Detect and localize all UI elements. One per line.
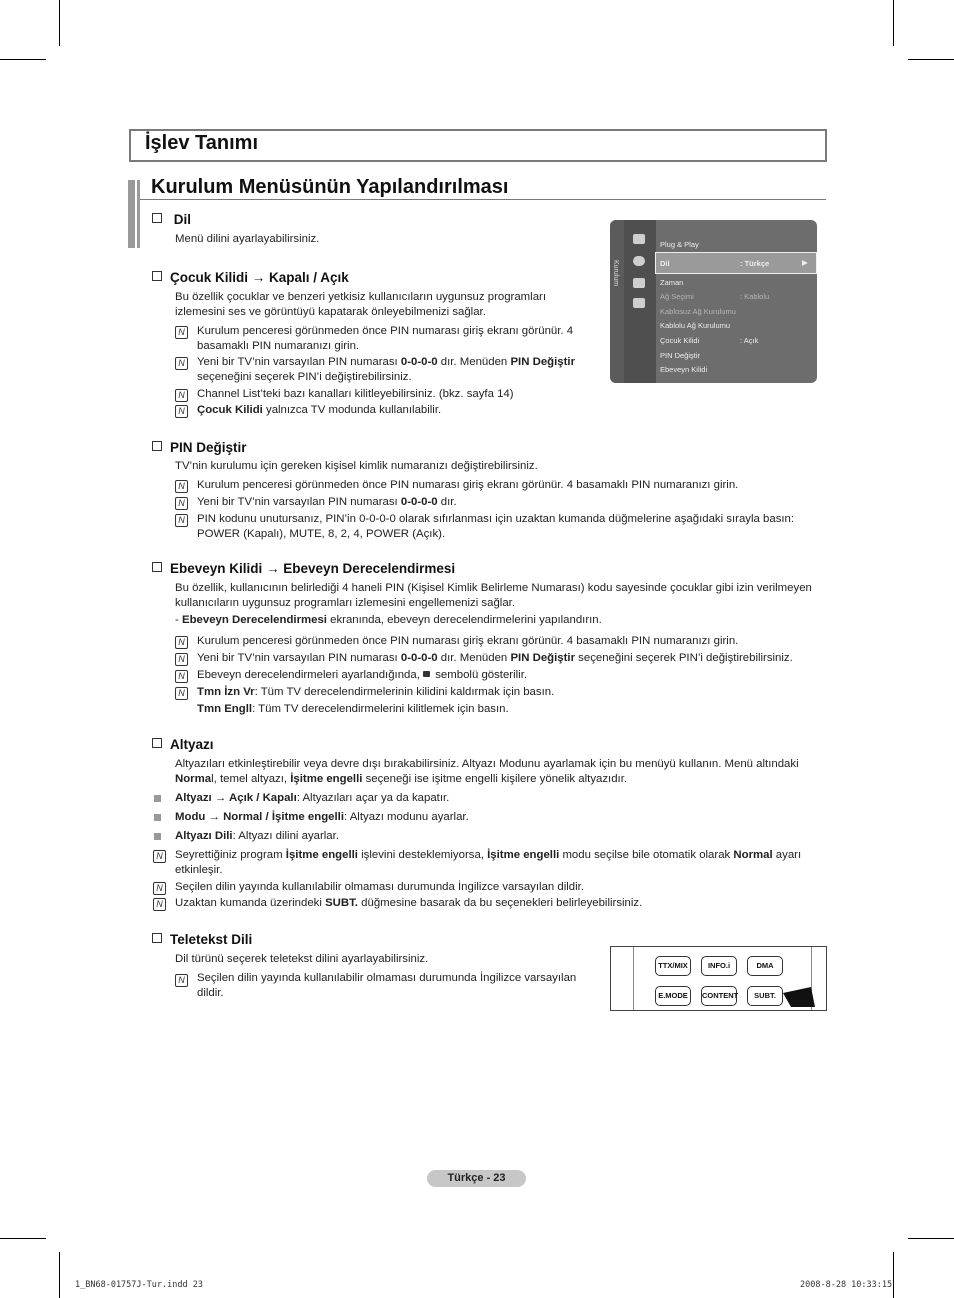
- menu-item-kablolu[interactable]: Kablolu Ağ Kurulumu: [660, 321, 731, 330]
- note-text: POWER (Kapalı), MUTE, 8, 2, 4, POWER (Açık).: [197, 528, 446, 540]
- crop-mark: [0, 59, 46, 60]
- note-text: Yeni bir TV’nin varsayılan PIN numarası 0-0-0-0 dır.: [197, 496, 457, 508]
- ebeveyn-desc: Bu özellik, kullanıcının belirlediği 4 haneli PIN (Kişisel Kimlik Belirleme Numarası) kodu sayesinde çocuklar gibi izin verilmeyen: [175, 582, 812, 594]
- note-text: Yeni bir TV’nin varsayılan PIN numarası 0-0-0-0 dır. Menüden PIN Değiştir seçeneğini seçerek PIN’i değiştirebilirsiniz.: [197, 652, 793, 664]
- note-text: Yeni bir TV’nin varsayılan PIN numarası 0-0-0-0 dır. Menüden PIN Değiştir: [197, 356, 575, 368]
- crop-mark: [908, 1238, 954, 1239]
- tv-setup-menu: [610, 220, 817, 383]
- note-icon: N: [175, 653, 188, 666]
- crop-mark: [893, 0, 894, 46]
- remote-control-illustration: [610, 946, 827, 1011]
- checkbox-bullet-icon: [152, 271, 162, 281]
- note-icon: N: [175, 405, 188, 418]
- note-text: Kurulum penceresi görünmeden önce PIN numarası giriş ekranı görünür. 4: [197, 325, 574, 337]
- note-text: Uzaktan kumanda üzerindeki SUBT. düğmesine basarak da bu seçenekleri belirleyebilirsiniz.: [175, 897, 643, 909]
- setup-gear-icon: [633, 256, 645, 266]
- square-bullet-icon: [154, 833, 161, 840]
- remote-edge: [633, 947, 634, 1010]
- altyazi-bullet: Modu → Normal / İşitme engelli: Altyazı modunu ayarlar.: [175, 811, 469, 823]
- menu-item-ag-secimi[interactable]: Ağ Seçimi: [660, 292, 694, 301]
- square-bullet-icon: [154, 814, 161, 821]
- menu-side-strip: [610, 220, 624, 383]
- note-text: Seçilen dilin yayında kullanılabilir olmaması durumunda İngilizce varsayılan dildir.: [175, 881, 585, 893]
- menu-item-pin-degistir[interactable]: PIN Değiştir: [660, 351, 701, 360]
- info-button[interactable]: INFO.i: [701, 956, 737, 976]
- note-text: etkinleşir.: [175, 864, 223, 876]
- crop-mark: [893, 1252, 894, 1298]
- note-icon: N: [175, 636, 188, 649]
- crop-mark: [59, 0, 60, 46]
- note-text: PIN kodunu unutursanız, PIN’in 0-0-0-0 olarak sıfırlanması için uzaktan kumanda düğmelerine aşağıdaki sırayla basın:: [197, 513, 795, 525]
- menu-value-dil: : Türkçe: [740, 259, 770, 268]
- section-bar: [137, 180, 140, 248]
- menu-item-dil[interactable]: Dil: [660, 259, 670, 268]
- teletekst-desc: Dil türünü seçerek teletekst dilini ayarlayabilirsiniz.: [175, 953, 429, 965]
- checkbox-bullet-icon: [152, 441, 162, 451]
- menu-item-cocuk-kilidi[interactable]: Çocuk Kilidi: [660, 336, 700, 345]
- note-text: Seyrettiğiniz program İşitme engelli işlevini desteklemiyorsa, İşitme engelli modu seçilse bile otomatik olarak Normal ayarı: [175, 849, 802, 861]
- section-divider: [140, 199, 826, 200]
- page-title: İşlev Tanımı: [145, 132, 259, 154]
- note-text: Ebeveyn derecelendirmeleri ayarlandığında, sembolü gösterilir.: [197, 669, 528, 681]
- square-bullet-icon: [154, 795, 161, 802]
- ebeveyn-desc: kullanıcıların uygunsuz programları izlemesini engellemenizi sağlar.: [175, 597, 515, 609]
- note-icon: N: [175, 670, 188, 683]
- arrow-right-icon: ▶: [802, 258, 808, 267]
- pin-heading: PIN Değiştir: [152, 440, 247, 455]
- menu-side-label: Kurulum: [612, 260, 619, 287]
- note-icon: N: [153, 850, 166, 863]
- note-text: Tmn İzn Vr: Tüm TV derecelendirmelerinin kilidini kaldırmak için basın.: [197, 686, 555, 698]
- pointer-hand-icon: [781, 985, 821, 1009]
- section-bar: [128, 180, 135, 248]
- teletekst-heading: Teletekst Dili: [152, 932, 252, 947]
- note-text: Kurulum penceresi görünmeden önce PIN numarası giriş ekranı görünür. 4 basamaklı PIN numaranızı girin.: [197, 479, 739, 491]
- cocuk-heading: Çocuk Kilidi → Kapalı / Açık: [152, 270, 349, 285]
- dil-heading: Dil: [152, 212, 191, 227]
- altyazi-bullet: Altyazı → Açık / Kapalı: Altyazıları açar ya da kapatır.: [175, 792, 450, 804]
- menu-value-cocuk-kilidi: : Açık: [740, 336, 759, 345]
- menu-item-zaman[interactable]: Zaman: [660, 278, 684, 287]
- print-date: 2008-8-28 10:33:15: [800, 1280, 893, 1290]
- note-icon: N: [175, 326, 188, 339]
- menu-icon-column: [624, 220, 656, 383]
- note-icon: N: [153, 898, 166, 911]
- checkbox-bullet-icon: [152, 933, 162, 943]
- checkbox-bullet-icon: [152, 562, 162, 572]
- pin-desc: TV’nin kurulumu için gereken kişisel kimlik numaranızı değiştirebilirsiniz.: [175, 460, 538, 472]
- note-text: Tmn Engll: Tüm TV derecelendirmelerini kilitlemek için basın.: [197, 703, 509, 715]
- ttx-mix-button[interactable]: TTX/MIX: [655, 956, 691, 976]
- note-icon: N: [175, 974, 188, 987]
- cocuk-desc: Bu özellik çocuklar ve benzeri yetkisiz kullanıcıların uygunsuz programları: [175, 291, 546, 303]
- dil-desc: Menü dilini ayarlayabilirsiniz.: [175, 233, 320, 245]
- note-text: Çocuk Kilidi yalnızca TV modunda kullanılabilir.: [197, 404, 442, 416]
- note-icon: N: [175, 514, 188, 527]
- crop-mark: [908, 59, 954, 60]
- application-icon: [633, 298, 645, 308]
- note-text: Seçilen dilin yayında kullanılabilir olmaması durumunda İngilizce varsayılan: [197, 972, 577, 984]
- note-text: Channel List’teki bazı kanalları kilitleyebilirsiniz. (bkz. sayfa 14): [197, 388, 514, 400]
- ebeveyn-desc: - Ebeveyn Derecelendirmesi ekranında, ebeveyn derecelendirmelerini yapılandırın.: [175, 614, 602, 626]
- note-text: basamaklı PIN numaranızı girin.: [197, 340, 360, 352]
- altyazi-desc: Normal, temel altyazı, İşitme engelli seçeneği ise işitme engelli kişilere yönelik altyazıdır.: [175, 773, 628, 785]
- menu-item-ebeveyn-kilidi[interactable]: Ebeveyn Kilidi: [660, 365, 708, 374]
- subt-button[interactable]: SUBT.: [747, 986, 783, 1006]
- menu-item-plug-play[interactable]: Plug & Play: [660, 240, 699, 249]
- altyazi-heading: Altyazı: [152, 737, 214, 752]
- file-name: 1_BN68-01757J-Tur.indd 23: [75, 1280, 203, 1290]
- checkbox-bullet-icon: [152, 738, 162, 748]
- note-icon: N: [175, 480, 188, 493]
- note-icon: N: [153, 882, 166, 895]
- menu-value-ag-secimi: : Kablolu: [740, 292, 770, 301]
- menu-selection-highlight: [655, 252, 817, 274]
- page-number-badge: Türkçe - 23: [427, 1170, 526, 1187]
- note-text: dildir.: [197, 987, 224, 999]
- crop-mark: [59, 1252, 60, 1298]
- note-icon: N: [175, 389, 188, 402]
- note-text: Kurulum penceresi görünmeden önce PIN numarası giriş ekranı görünür. 4 basamaklı PIN numaranızı girin.: [197, 635, 739, 647]
- section-title: Kurulum Menüsünün Yapılandırılması: [151, 176, 509, 198]
- e-mode-button[interactable]: E.MODE: [655, 986, 691, 1006]
- note-icon: N: [175, 497, 188, 510]
- menu-item-kablosuz[interactable]: Kablosuz Ağ Kurulumu: [660, 307, 736, 316]
- note-text: seçeneğini seçerek PIN’i değiştirebilirsiniz.: [197, 371, 412, 383]
- altyazi-bullet: Altyazı Dili: Altyazı dilini ayarlar.: [175, 830, 339, 842]
- dma-button[interactable]: DMA: [747, 956, 783, 976]
- ebeveyn-heading: Ebeveyn Kilidi → Ebeveyn Derecelendirmesi: [152, 561, 455, 576]
- input-icon: [633, 278, 645, 288]
- checkbox-bullet-icon: [152, 213, 162, 223]
- lock-icon: [423, 671, 430, 677]
- cocuk-desc: izlemesini ses ve görüntüyü kapatarak önleyebilmenizi sağlar.: [175, 306, 486, 318]
- content-button[interactable]: CONTENT: [701, 986, 737, 1006]
- crop-mark: [0, 1238, 46, 1239]
- note-icon: N: [175, 357, 188, 370]
- picture-icon: [633, 234, 645, 244]
- altyazi-desc: Altyazıları etkinleştirebilir veya devre dışı bırakabilirsiniz. Altyazı Modunu ayarlamak için bu menüyü kullanın. Menü altındaki: [175, 758, 799, 770]
- note-icon: N: [175, 687, 188, 700]
